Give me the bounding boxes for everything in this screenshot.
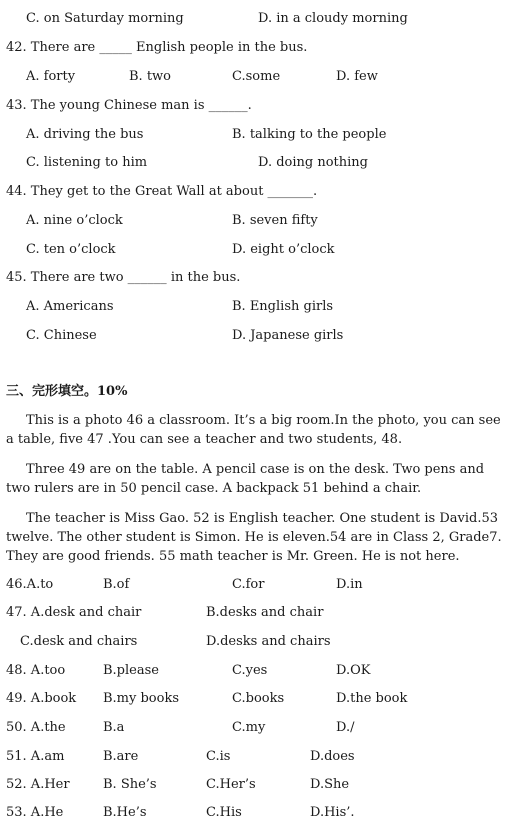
- q50-option-c: C.my: [232, 720, 266, 735]
- passage-paragraph-2: Three 49 are on the table. A pencil case is on the desk. Two pens and two rulers are in 50 pencil case. A backpack 51 behind a chair.: [6, 462, 485, 496]
- q42-option-d: D. few: [336, 69, 378, 84]
- q43-option-d: D. doing nothing: [258, 155, 369, 170]
- q44-stem: 44. They get to the Great Wall at about _______.: [6, 184, 318, 199]
- q47-option-b: B.desks and chair: [206, 605, 324, 620]
- q45-option-a: A. Americans: [26, 299, 114, 314]
- q44-option-b: B. seven fifty: [232, 213, 318, 228]
- q51-option-c: C.is: [206, 749, 231, 764]
- q43-option-a: A. driving the bus: [26, 127, 144, 142]
- q52-option-d: D.She: [310, 777, 350, 792]
- q43-option-b: B. talking to the people: [232, 127, 387, 142]
- q48-option-d: D.OK: [336, 663, 371, 678]
- q52-option-b: B. She’s: [103, 777, 157, 792]
- q53-option-c: C.His: [206, 805, 242, 820]
- q42-option-b: B. two: [129, 69, 171, 84]
- q46-option-a: 46.A.to: [6, 577, 54, 592]
- q44-option-d: D. eight o’clock: [232, 242, 335, 257]
- q41-option-d: D. in a cloudy morning: [258, 11, 408, 26]
- passage-paragraph-1: This is a photo 46 a classroom. It’s a big room.In the photo, you can see a table, five 47 .You can see a teacher and two students, 48.: [6, 413, 501, 447]
- section-heading: 三、完形填空。10%: [6, 384, 128, 399]
- q45-option-b: B. English girls: [232, 299, 334, 314]
- q51-option-a: 51. A.am: [6, 749, 65, 764]
- q43-option-c: C. listening to him: [26, 155, 148, 170]
- q47-option-a: 47. A.desk and chair: [6, 605, 142, 620]
- q42-option-c: C.some: [232, 69, 281, 84]
- q51-option-b: B.are: [103, 749, 139, 764]
- q48-option-a: 48. A.too: [6, 663, 66, 678]
- q49-option-d: D.the book: [336, 691, 408, 706]
- q51-option-d: D.does: [310, 749, 355, 764]
- q41-option-c: C. on Saturday morning: [26, 11, 184, 26]
- q46-option-c: C.for: [232, 577, 265, 592]
- q45-option-d: D. Japanese girls: [232, 328, 344, 343]
- q49-option-c: C.books: [232, 691, 285, 706]
- passage-paragraph-3: The teacher is Miss Gao. 52 is English teacher. One student is David.53 twelve. The other student is Simon. He is eleven.54 are in Class 2, Grade7. They are good friends. 55 math teacher is Mr. Green. He is not here.: [6, 511, 502, 564]
- q53-option-a: 53. A.He: [6, 805, 64, 820]
- q52-option-c: C.Her’s: [206, 777, 256, 792]
- q44-option-c: C. ten o’clock: [26, 242, 116, 257]
- q49-option-b: B.my books: [103, 691, 180, 706]
- q50-option-a: 50. A.the: [6, 720, 66, 735]
- q42-stem: 42. There are _____ English people in the bus.: [6, 40, 308, 55]
- q50-option-b: B.a: [103, 720, 125, 735]
- q48-option-c: C.yes: [232, 663, 268, 678]
- q49-option-a: 49. A.book: [6, 691, 77, 706]
- q43-stem: 43. The young Chinese man is ______.: [6, 98, 252, 113]
- q52-option-a: 52. A.Her: [6, 777, 70, 792]
- q47-option-d: D.desks and chairs: [206, 634, 331, 649]
- q42-option-a: A. forty: [26, 69, 76, 84]
- q53-option-b: B.He’s: [103, 805, 147, 820]
- q46-option-b: B.of: [103, 577, 130, 592]
- q46-option-d: D.in: [336, 577, 363, 592]
- q53-option-d: D.His’.: [310, 805, 355, 820]
- q45-stem: 45. There are two ______ in the bus.: [6, 270, 241, 285]
- q44-option-a: A. nine o’clock: [26, 213, 123, 228]
- q50-option-d: D./: [336, 720, 355, 735]
- q45-option-c: C. Chinese: [26, 328, 97, 343]
- q48-option-b: B.please: [103, 663, 159, 678]
- q47-option-c: C.desk and chairs: [20, 634, 138, 649]
